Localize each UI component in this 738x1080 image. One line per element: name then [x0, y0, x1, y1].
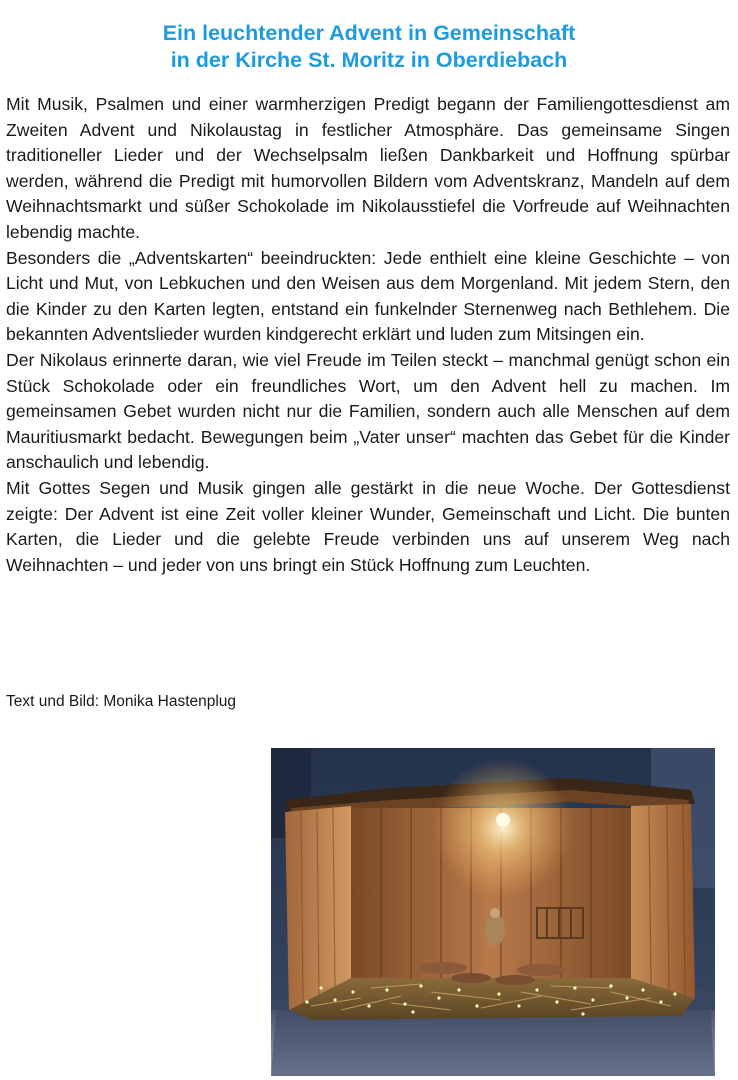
photo-credit: Text und Bild: Monika Hastenplug [6, 693, 237, 710]
paragraph-3: Der Nikolaus erinnerte daran, wie viel Freude im Teilen steckt – manchmal genügt schon ein Stück Schokolade oder ein freundliches Wort, um den Advent hell zu machen. Im gemeinsamen Gebet wurden nicht nur die Familien, sondern auch alle Menschen auf dem Mauritiusmarkt bedacht. Bewegungen beim „Vater unser“ machten das Gebet für die Kinder anschaulich und lebendig. [6, 349, 730, 473]
paragraph-2: Besonders die „Adventskarten“ beeindruckten: Jede enthielt eine kleine Geschichte – von Licht und Mut, von Lebkuchen und den Weisen aus dem Morgenland. Mit jedem Stern, den die Kinder zu den Karten legten, entstand ein funkelnder Sternenweg nach Bethlehem. Die bekannten Adventslieder wurden kindgerecht erklärt und luden zum Mitsingen ein. [6, 247, 730, 345]
article-title [0, 20, 738, 74]
article-body [6, 92, 730, 578]
title-line-1: Ein leuchtender Advent in Gemeinschaft [162, 21, 576, 45]
nativity-stable-photo [271, 748, 715, 1076]
paragraph-4: Mit Gottes Segen und Musik gingen alle gestärkt in die neue Woche. Der Gottesdienst zeigte: Der Advent ist eine Zeit voller kleiner Wunder, Gemeinschaft und Licht. Die bunten Karten, die Lieder und die gelebte Freude verbinden uns auf unserem Weg nach Weihnachten – und jeder von uns bringt ein Stück Hoffnung zum Leuchten. [6, 477, 730, 575]
paragraph-1: Mit Musik, Psalmen und einer warmherzigen Predigt begann der Familiengottesdienst am Zweiten Advent und Nikolaustag in festlicher Atmosphäre. Das gemeinsame Singen traditioneller Lieder und der Wechselpsalm ließen Dankbarkeit und Hoffnung spürbar werden, während die Predigt mit humorvollen Bildern vom Adventskranz, Mandeln auf dem Weihnachtsmarkt und süßer Schokolade im Nikolausstiefel die Vorfreude auf Weihnachten lebendig machte. [6, 94, 730, 242]
title-line-2: in der Kirche St. Moritz in Oberdiebach [170, 48, 568, 72]
